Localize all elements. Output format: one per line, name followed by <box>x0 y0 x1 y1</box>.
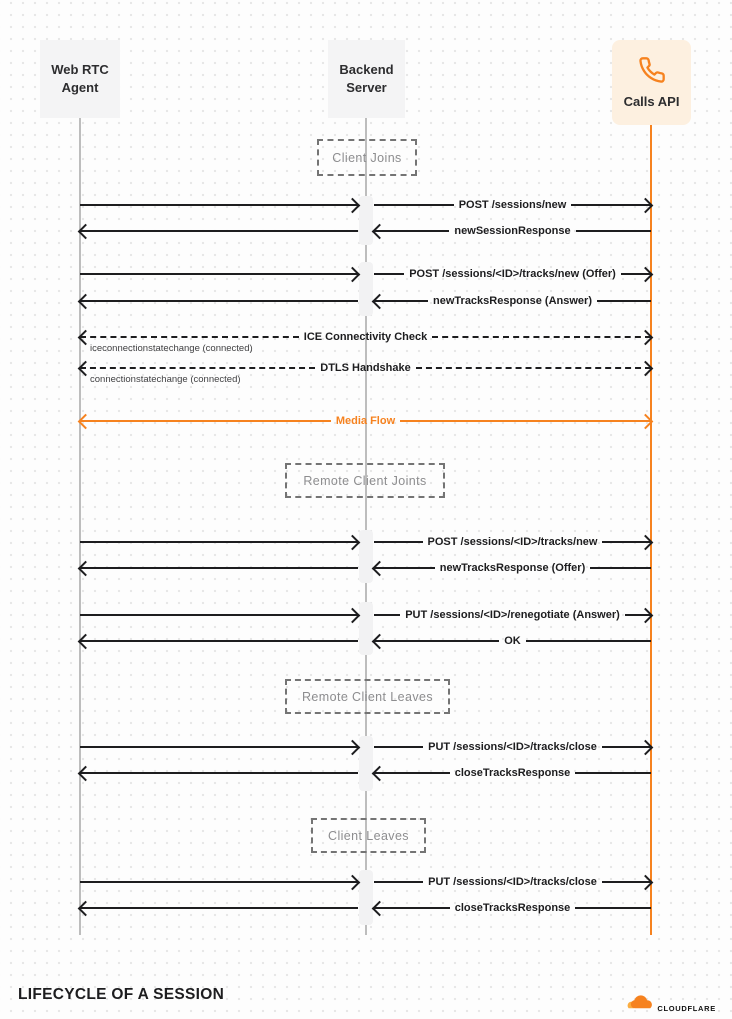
arrowhead-right-icon <box>345 875 361 891</box>
arrowhead-left-icon <box>372 766 388 782</box>
arrowhead-left-icon <box>372 294 388 310</box>
message-arrow <box>374 608 651 622</box>
arrowhead-right-icon <box>638 267 654 283</box>
message-label: OK <box>504 635 521 647</box>
arrowhead-right-icon <box>638 740 654 756</box>
message-label: POST /sessions/new <box>458 199 567 211</box>
phone-icon <box>637 55 667 85</box>
message-arrow <box>80 535 358 549</box>
message-label: DTLS Handshake <box>320 362 411 374</box>
activation-bar <box>359 736 373 791</box>
arrowhead-right-icon <box>638 330 654 346</box>
message-label: newSessionResponse <box>454 225 571 237</box>
cloudflare-cloud-icon <box>627 994 654 1014</box>
message-arrow <box>80 634 358 648</box>
arrowhead-left-icon <box>78 414 94 430</box>
message-arrow <box>80 608 358 622</box>
message-arrow <box>80 740 358 754</box>
message-label: PUT /sessions/<ID>/tracks/close <box>428 741 597 753</box>
calls-api-lifeline <box>650 125 652 935</box>
message-arrow <box>80 414 651 428</box>
arrowhead-left-icon <box>78 224 94 240</box>
message-arrow <box>374 875 651 889</box>
message-label: Media Flow <box>335 415 396 427</box>
message-label: PUT /sessions/<ID>/renegotiate (Answer) <box>405 609 620 621</box>
arrowhead-left-icon <box>372 634 388 650</box>
message-arrow <box>374 740 651 754</box>
page-title: LIFECYCLE OF A SESSION <box>18 986 225 1003</box>
arrowhead-right-icon <box>638 361 654 377</box>
arrowhead-right-icon <box>345 535 361 551</box>
arrowhead-right-icon <box>638 875 654 891</box>
arrowhead-right-icon <box>345 608 361 624</box>
cloudflare-wordmark: CLOUDFLARE <box>657 1004 716 1013</box>
section-label: Client Leaves <box>328 828 409 843</box>
message-label: newTracksResponse (Answer) <box>433 295 592 307</box>
message-arrow <box>80 361 651 375</box>
message-arrow <box>80 198 358 212</box>
arrowhead-left-icon <box>372 224 388 240</box>
activation-bar <box>359 602 373 655</box>
arrowhead-left-icon <box>78 901 94 917</box>
actor-label: Backend <box>339 62 394 78</box>
message-label: PUT /sessions/<ID>/tracks/close <box>428 876 597 888</box>
actor-label: Calls API <box>623 93 680 109</box>
arrowhead-right-icon <box>638 198 654 214</box>
activation-bar <box>359 530 373 583</box>
arrowhead-right-icon <box>638 535 654 551</box>
message-arrow <box>374 901 651 915</box>
section-label: Client Joins <box>332 150 402 165</box>
arrowhead-left-icon <box>78 561 94 577</box>
message-label: POST /sessions/<ID>/tracks/new (Offer) <box>409 268 616 280</box>
cloudflare-logo <box>627 994 716 1014</box>
activation-bar <box>359 870 373 925</box>
message-arrow <box>374 766 651 780</box>
actor-label: Web RTC <box>51 62 109 78</box>
arrowhead-right-icon <box>345 267 361 283</box>
message-arrow <box>80 224 358 238</box>
message-arrow <box>374 535 651 549</box>
message-label: POST /sessions/<ID>/tracks/new <box>427 536 598 548</box>
message-arrow <box>80 766 358 780</box>
message-arrow <box>80 561 358 575</box>
actor-label: Agent <box>61 80 99 95</box>
message-arrow <box>80 267 358 281</box>
section-remote-client-leaves <box>285 679 450 714</box>
message-label: closeTracksResponse <box>454 902 571 914</box>
section-client-joins <box>317 139 417 176</box>
arrowhead-right-icon <box>638 608 654 624</box>
arrowhead-right-icon <box>345 198 361 214</box>
message-arrow <box>374 561 651 575</box>
section-client-leaves <box>311 818 426 853</box>
message-note: connectionstatechange (connected) <box>90 374 241 385</box>
message-arrow <box>374 267 651 281</box>
arrowhead-left-icon <box>372 561 388 577</box>
arrowhead-right-icon <box>345 740 361 756</box>
message-arrow <box>80 875 358 889</box>
arrowhead-right-icon <box>638 414 654 430</box>
actor-calls-api <box>612 40 691 125</box>
section-label: Remote Client Leaves <box>302 689 433 704</box>
activation-bar <box>359 196 373 245</box>
message-arrow <box>80 294 358 308</box>
section-remote-client-joints <box>285 463 445 498</box>
activation-bar <box>359 262 373 316</box>
webrtc-lifeline <box>79 118 81 935</box>
actor-backend-server <box>328 40 405 118</box>
arrowhead-left-icon <box>78 766 94 782</box>
actor-webrtc-agent <box>40 40 120 118</box>
section-label: Remote Client Joints <box>303 473 427 488</box>
message-arrow <box>374 634 651 648</box>
message-arrow <box>374 198 651 212</box>
message-arrow <box>80 901 358 915</box>
message-label: ICE Connectivity Check <box>303 331 428 343</box>
arrowhead-left-icon <box>372 901 388 917</box>
message-arrow <box>80 330 651 344</box>
message-label: newTracksResponse (Offer) <box>439 562 586 574</box>
message-arrow <box>374 224 651 238</box>
arrowhead-left-icon <box>78 294 94 310</box>
actor-label: Server <box>346 80 387 95</box>
message-arrow <box>374 294 651 308</box>
arrowhead-left-icon <box>78 634 94 650</box>
message-note: iceconnectionstatechange (connected) <box>90 343 253 354</box>
message-label: closeTracksResponse <box>454 767 571 779</box>
